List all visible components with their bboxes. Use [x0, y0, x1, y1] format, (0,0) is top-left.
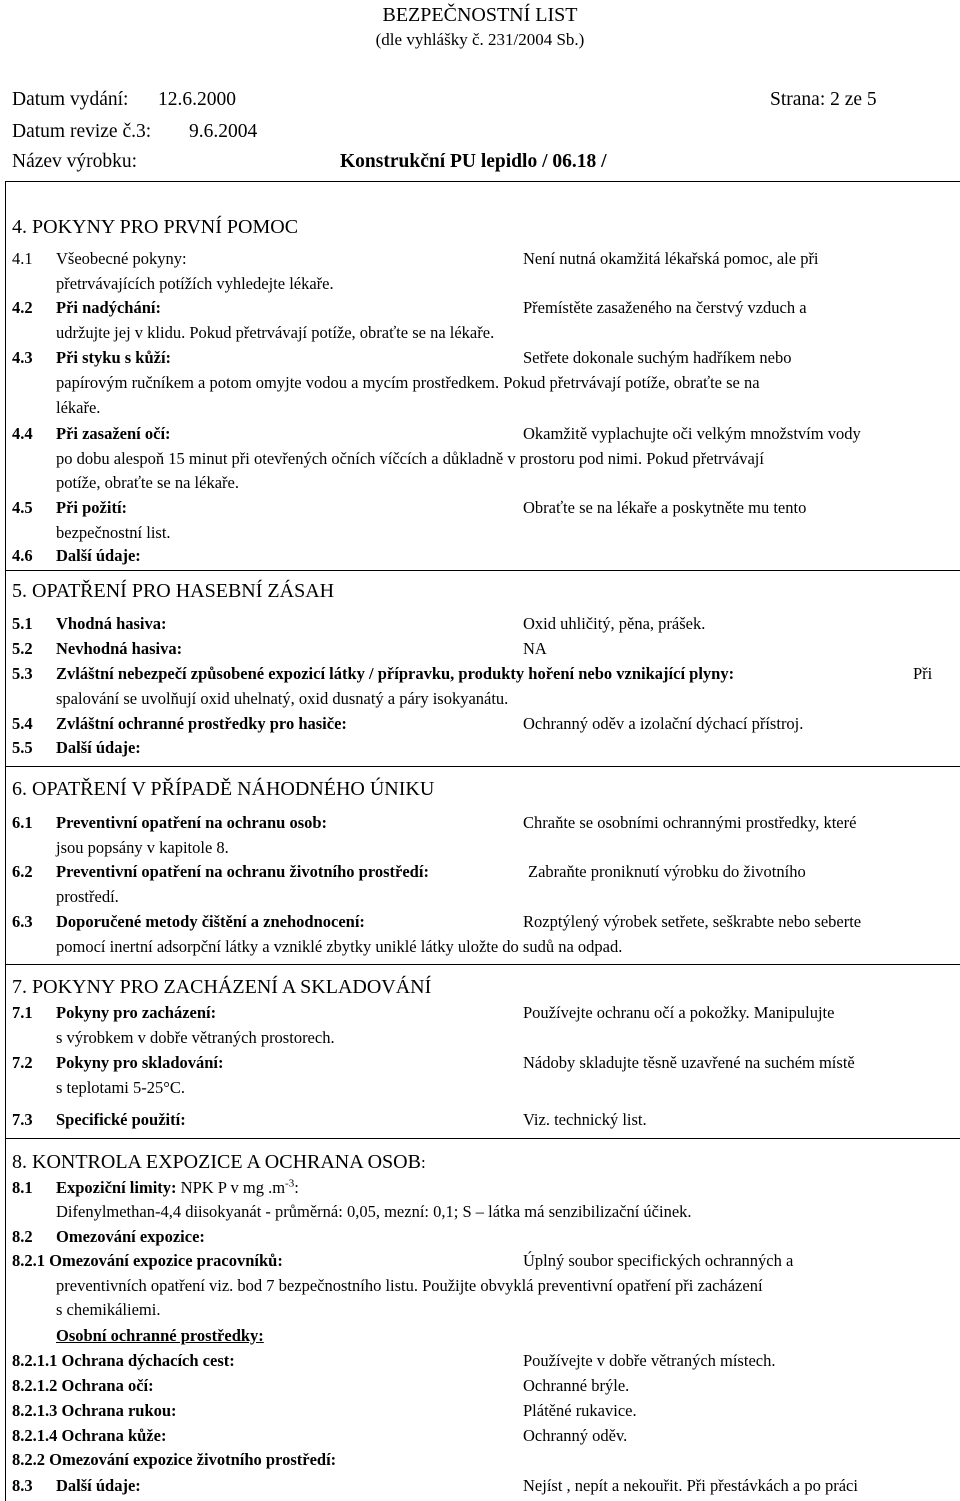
item-4-2-text: Přemístěte zasaženého na čerstvý vzduch a — [523, 298, 807, 317]
item-5-3-text: Při — [913, 664, 933, 683]
item-7-3-heading: Specifické použití: — [56, 1110, 186, 1129]
item-6-2-heading: Preventivní opatření na ochranu životního prostředí: — [56, 862, 429, 881]
item-6-1-text: Chraňte se osobními ochrannými prostředky, které — [523, 813, 857, 832]
item-4-4-text-cont-1: po dobu alespoň 15 minut při otevřených očních víčcích a důkladně v prostoru pod nimi. Pokud přetrvávají — [56, 449, 764, 468]
item-4-3-text: Setřete dokonale suchým hadříkem nebo — [523, 348, 792, 367]
item-4-5-num: 4.5 — [12, 498, 33, 517]
item-6-3-heading: Doporučené metody čištění a znehodnocení: — [56, 912, 365, 931]
item-8-2-1-1-heading: 8.2.1.1 Ochrana dýchacích cest: — [12, 1351, 235, 1370]
item-8-2-heading: Omezování expozice: — [56, 1227, 205, 1246]
item-8-2-1-2-text: Ochranné brýle. — [523, 1376, 630, 1395]
item-8-2-1-2-heading: 8.2.1.2 Ochrana očí: — [12, 1376, 154, 1395]
item-6-3-text-cont: pomocí inertní adsorpční látky a vzniklé zbytky uniklé látky uložte do sudů na odpad. — [56, 937, 623, 956]
item-8-1-unit: NPK P v mg .m — [180, 1178, 286, 1197]
item-4-6-heading: Další údaje: — [56, 546, 141, 565]
item-5-2-text: NA — [523, 639, 547, 658]
issue-date-row — [12, 88, 236, 112]
item-5-1-text: Oxid uhličitý, pěna, prášek. — [523, 614, 706, 633]
item-8-2-2-heading: 8.2.2 Omezování expozice životního prostředí: — [12, 1450, 337, 1469]
item-8-1-unit-exponent: -3 — [285, 1177, 295, 1190]
item-8-1-heading: Expoziční limity: — [56, 1178, 177, 1197]
revision-date-row — [12, 120, 258, 144]
product-name-label: Název výrobku: — [12, 151, 138, 172]
item-4-2-num: 4.2 — [12, 298, 33, 317]
item-7-1-heading: Pokyny pro zacházení: — [56, 1003, 217, 1022]
item-8-2-1-3-text: Plátěné rukavice. — [523, 1401, 637, 1420]
item-4-1-heading: Všeobecné pokyny: — [56, 249, 187, 268]
item-6-2-num: 6.2 — [12, 862, 33, 881]
item-6-1-heading: Preventivní opatření na ochranu osob: — [56, 813, 328, 832]
item-4-3-num: 4.3 — [12, 348, 33, 367]
issue-date-label: Datum vydání: — [12, 89, 129, 110]
document-title: BEZPEČNOSTNÍ LIST — [382, 4, 578, 26]
item-6-3-text: Rozptýlený výrobek setřete, seškrabte nebo seberte — [523, 912, 862, 931]
item-8-2-1-heading: 8.2.1 Omezování expozice pracovníků: — [12, 1251, 283, 1270]
section-8-title-colon: : — [420, 1153, 426, 1172]
section-4-title: 4. POKYNY PRO PRVNÍ POMOC — [12, 216, 299, 238]
item-7-2-heading: Pokyny pro skladování: — [56, 1053, 224, 1072]
item-6-3-num: 6.3 — [12, 912, 33, 931]
item-4-6-num: 4.6 — [12, 546, 33, 565]
item-4-4-text-cont-2: potíže, obraťte se na lékaře. — [56, 473, 239, 492]
item-7-3-num: 7.3 — [12, 1110, 33, 1129]
item-4-4-text: Okamžitě vyplachujte oči velkým množstvím vody — [523, 424, 861, 443]
document-subtitle: (dle vyhlášky č. 231/2004 Sb.) — [375, 30, 585, 49]
item-7-3-text: Viz. technický list. — [523, 1110, 647, 1129]
section-divider — [5, 766, 960, 767]
item-4-2-text-cont: udržujte jej v klidu. Pokud přetrvávají potíže, obraťte se na lékaře. — [56, 323, 495, 342]
section-divider — [5, 964, 960, 965]
item-4-4-num: 4.4 — [12, 424, 33, 443]
item-8-2-num: 8.2 — [12, 1227, 33, 1246]
page-number-label: Strana: — [770, 89, 826, 110]
item-8-3-text: Nejíst , nepít a nekouřit. Při přestávkách a po práci — [523, 1476, 858, 1495]
item-5-5-num: 5.5 — [12, 738, 33, 757]
page-number-row — [770, 88, 877, 112]
item-4-1-text: Není nutná okamžitá lékařská pomoc, ale při — [523, 249, 819, 268]
item-8-1-colon: : — [294, 1178, 299, 1197]
item-4-3-text-cont-1: papírovým ručníkem a potom omyjte vodou a mycím prostředkem. Pokud přetrvávají potíže, obraťte se na — [56, 373, 760, 392]
item-4-4-heading: Při zasažení očí: — [56, 424, 171, 443]
item-5-3-heading: Zvláštní nebezpečí způsobené expozicí látky / přípravku, produkty hoření nebo vznikající plyny: — [56, 664, 735, 683]
item-8-2-1-4-heading: 8.2.1.4 Ochrana kůže: — [12, 1426, 167, 1445]
item-7-2-num: 7.2 — [12, 1053, 33, 1072]
item-4-5-text: Obraťte se na lékaře a poskytněte mu tento — [523, 498, 807, 517]
item-7-1-text: Používejte ochranu očí a pokožky. Manipulujte — [523, 1003, 835, 1022]
item-7-2-text-cont: s teplotami 5-25°C. — [56, 1078, 185, 1097]
item-4-1-text-cont: přetrvávajících potížích vyhledejte lékaře. — [56, 274, 334, 293]
item-7-2-text: Nádoby skladujte těsně uzavřené na suchém místě — [523, 1053, 855, 1072]
personal-protection-heading: Osobní ochranné prostředky: — [56, 1326, 264, 1345]
item-5-1-heading: Vhodná hasiva: — [56, 614, 167, 633]
item-8-1-text-cont: Difenylmethan-4,4 diisokyanát - průměrná: 0,05, mezní: 0,1; S – látka má senzibilizační účinek. — [56, 1202, 692, 1221]
item-5-4-text: Ochranný oděv a izolační dýchací přístroj. — [523, 714, 804, 733]
item-5-2-num: 5.2 — [12, 639, 33, 658]
section-divider — [5, 570, 960, 571]
item-5-3-num: 5.3 — [12, 664, 33, 683]
item-6-2-text: Zabraňte proniknutí výrobku do životního — [528, 862, 806, 881]
item-4-3-text-cont-2: lékaře. — [56, 398, 101, 417]
item-4-2-heading: Při nadýchání: — [56, 298, 161, 317]
revision-date-label: Datum revize č.3: — [12, 121, 152, 142]
item-8-2-1-text-cont-2: s chemikáliemi. — [56, 1300, 161, 1319]
item-6-1-text-cont: jsou popsány v kapitole 8. — [56, 838, 229, 857]
item-6-2-text-cont: prostředí. — [56, 887, 119, 906]
item-8-1-num: 8.1 — [12, 1178, 33, 1197]
item-5-5-heading: Další údaje: — [56, 738, 141, 757]
item-8-2-1-1-text: Používejte v dobře větraných místech. — [523, 1351, 776, 1370]
section-7-title: 7. POKYNY PRO ZACHÁZENÍ A SKLADOVÁNÍ — [12, 976, 432, 998]
item-5-4-heading: Zvláštní ochranné prostředky pro hasiče: — [56, 714, 347, 733]
item-8-2-1-text: Úplný soubor specifických ochranných a — [523, 1251, 794, 1270]
item-7-1-num: 7.1 — [12, 1003, 33, 1022]
item-4-1-num: 4.1 — [12, 249, 33, 268]
section-divider — [5, 1138, 960, 1139]
item-8-2-1-4-text: Ochranný oděv. — [523, 1426, 628, 1445]
item-5-4-num: 5.4 — [12, 714, 33, 733]
item-4-5-heading: Při požití: — [56, 498, 128, 517]
item-8-3-heading: Další údaje: — [56, 1476, 141, 1495]
item-4-5-text-cont: bezpečnostní list. — [56, 523, 171, 542]
item-5-2-heading: Nevhodná hasiva: — [56, 639, 183, 658]
item-8-2-1-3-heading: 8.2.1.3 Ochrana rukou: — [12, 1401, 177, 1420]
page-number-value: 2 ze 5 — [830, 89, 877, 110]
item-5-3-text-cont: spalování se uvolňují oxid uhelnatý, oxid dusnatý a páry isokyanátu. — [56, 689, 509, 708]
item-7-1-text-cont: s výrobkem v dobře větraných prostorech. — [56, 1028, 335, 1047]
issue-date-value: 12.6.2000 — [158, 89, 236, 110]
item-8-1-row — [56, 1178, 299, 1198]
section-8-title-row — [12, 1150, 426, 1175]
revision-date-value: 9.6.2004 — [189, 121, 258, 142]
item-8-2-1-text-cont-1: preventivních opatření viz. bod 7 bezpečnostního listu. Použijte obvyklá preventivní opatření při zacházení — [56, 1276, 763, 1295]
item-6-1-num: 6.1 — [12, 813, 33, 832]
section-8-title: 8. KONTROLA EXPOZICE A OCHRANA OSOB — [12, 1151, 421, 1173]
item-5-1-num: 5.1 — [12, 614, 33, 633]
section-5-title: 5. OPATŘENÍ PRO HASEBNÍ ZÁSAH — [12, 580, 335, 602]
product-name-value: Konstrukční PU lepidlo / 06.18 / — [340, 151, 607, 172]
section-6-title: 6. OPATŘENÍ V PŘÍPADĚ NÁHODNÉHO ÚNIKU — [12, 778, 435, 800]
item-8-3-num: 8.3 — [12, 1476, 33, 1495]
item-4-3-heading: Při styku s kůží: — [56, 348, 172, 367]
product-name-row — [12, 150, 607, 174]
